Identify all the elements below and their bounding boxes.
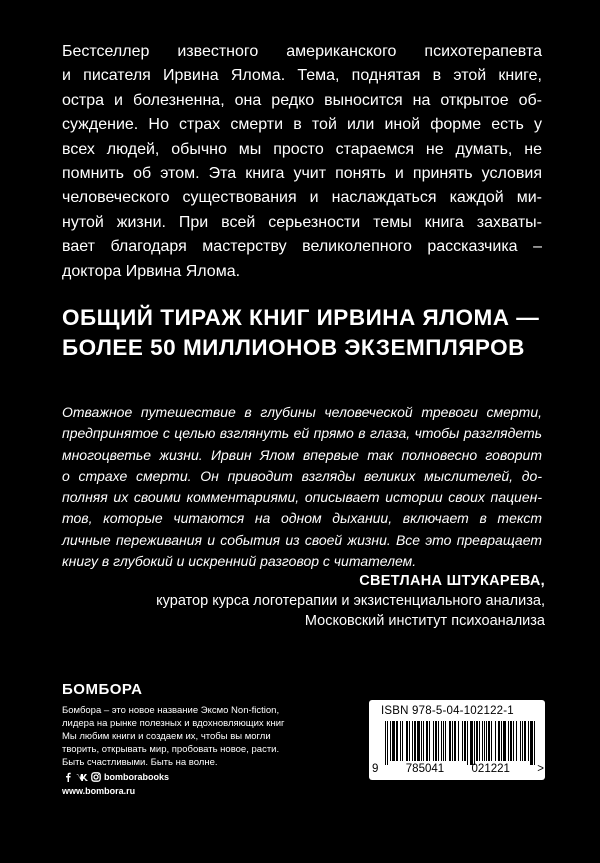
barcode-bar (400, 721, 401, 761)
barcode-bar (435, 721, 437, 761)
description-line: доктора Ирвина Ялома. (62, 262, 241, 280)
description-line: суждение. Но страх смерти в той или иной форме есть у (62, 116, 542, 134)
barcode-bar (488, 721, 490, 761)
barcode-bar (476, 721, 478, 761)
circulation-headline (62, 303, 542, 363)
quote-line: предпринятое с целью взглянуть ей прямо в глаза, чтобы разглядеть (62, 425, 542, 442)
barcode-bar (387, 721, 388, 765)
isbn-barcode (369, 700, 545, 780)
barcode-bar (508, 721, 509, 761)
barcode-bar (498, 721, 500, 761)
barcode-bar (510, 721, 512, 761)
book-description (62, 40, 542, 284)
social-handle[interactable]: bomborabooks (104, 771, 170, 782)
quote-line: Отважное путешествие в глубины человеческой тревоги смерти, (62, 404, 542, 420)
barcode-bar (449, 721, 451, 761)
barcode-bar (417, 721, 420, 761)
about-line: лидера на рынке полезных и вдохновляющих книг (62, 718, 285, 729)
publisher-about (62, 704, 332, 769)
reviewer-organization: Московский институт психоанализа (304, 613, 545, 629)
barcode-bar (503, 721, 506, 761)
barcode-bar (534, 721, 535, 765)
barcode-bar (524, 721, 526, 761)
reviewer-role: куратор курса логотерапии и экзистенциального анализа, (156, 593, 545, 609)
barcode-bar (423, 721, 424, 761)
barcode-bar (528, 721, 529, 761)
publisher-logo: БОМБОРА (62, 681, 143, 698)
barcode-bar (409, 721, 410, 761)
barcode-bar (513, 721, 514, 761)
barcode-bar (484, 721, 485, 761)
description-line: человеческого существования и наслаждаться каждой ми- (62, 189, 542, 207)
about-line: Быть счастливыми. Быть на волне. (62, 757, 218, 768)
barcode-bar (392, 721, 395, 761)
barcode-bar (486, 721, 487, 761)
barcode-bars (385, 721, 535, 765)
headline-line-2: БОЛЕЕ 50 МИЛЛИОНОВ ЭКЗЕМПЛЯРОВ (62, 335, 525, 360)
barcode-bar (445, 721, 446, 761)
barcode-bar (467, 721, 468, 765)
barcode-bar (495, 721, 496, 761)
barcode-bar (474, 721, 475, 765)
barcode-bar (462, 721, 463, 761)
description-line: Бестселлер известного американского психотерапевта (62, 43, 542, 60)
description-line: помнить об этом. Эта книга учит понять и принять условия (62, 165, 542, 183)
description-line: остра и болезненна, она редко выносится на открытое об- (62, 91, 542, 109)
review-quote (62, 402, 542, 572)
about-line: творить, открывать мир, пробовать новое, расти. (62, 744, 280, 755)
description-line: и писателя Ирвина Ялома. Тема, поднятая в этой книге, (62, 67, 542, 85)
barcode-bar (530, 721, 533, 765)
barcode-bar (385, 721, 386, 765)
barcode-bar (454, 721, 456, 761)
barcode-bar (479, 721, 480, 761)
barcode-bar (501, 721, 502, 761)
description-line: вает благодаря мастерству великолепного рассказчика – (62, 238, 542, 256)
barcode-bar (452, 721, 453, 761)
quote-line: личные переживания и события из своей жизни. Все это превращает (62, 531, 542, 548)
barcode-bar (429, 721, 430, 761)
barcode-bar (426, 721, 428, 761)
publisher-website[interactable]: www.bombora.ru (62, 786, 136, 796)
barcode-bar (470, 721, 473, 765)
barcode-bar (520, 721, 521, 761)
barcode-bar (390, 721, 391, 761)
barcode-bar (414, 721, 416, 761)
barcode-bar (396, 721, 398, 761)
social-links (62, 771, 169, 782)
quote-line: тов, которые читаются на одном дыхании, включает в текст (62, 510, 542, 527)
barcode-bar (458, 721, 459, 761)
barcode-digit-group: > (537, 763, 544, 775)
about-line: Бомбора – это новое название Эксмо Non-fiction, (62, 705, 280, 716)
description-line: всех людей, обычно мы просто стараемся не думать, не (62, 140, 542, 158)
barcode-bar (464, 721, 466, 761)
barcode-bar (491, 721, 492, 761)
barcode-bar (412, 721, 413, 761)
description-line: нутой жизни. При всей серьезности темы книга захваты- (62, 213, 542, 231)
reviewer-name: СВЕТЛАНА ШТУКАРЕВА, (359, 573, 545, 589)
barcode-digit-group: 785041 (405, 763, 445, 775)
barcode-digit-group: 9 (372, 763, 379, 775)
barcode-bar (443, 721, 444, 761)
barcode-bar (402, 721, 403, 761)
barcode-bar (441, 721, 442, 761)
barcode-bar (438, 721, 439, 761)
about-line: Мы любим книги и создаем их, чтобы вы могли (62, 731, 271, 742)
barcode-bar (433, 721, 434, 761)
headline-line-1: ОБЩИЙ ТИРАЖ КНИГ ИРВИНА ЯЛОМА — (62, 305, 540, 330)
quote-line: полняя их своими комментариями, описывает истории своих пациен- (62, 489, 542, 506)
barcode-digit-group: 021221 (471, 763, 510, 775)
barcode-digits (372, 763, 544, 775)
barcode-bar (482, 721, 483, 761)
quote-attribution (156, 571, 545, 631)
barcode-bar (421, 721, 422, 761)
facebook-icon[interactable] (62, 771, 74, 782)
isbn-number: ISBN 978-5-04-102122-1 (381, 705, 514, 717)
quote-line: многоцветье жизни. Ирвин Ялом впервые так полновесно говорит (62, 446, 542, 463)
barcode-bar (522, 721, 523, 761)
barcode-bar (516, 721, 517, 761)
instagram-icon[interactable] (90, 771, 102, 782)
quote-line: книгу в глубокий и искренний разговор с читателем. (62, 553, 417, 570)
quote-line: о страхе смерти. Он приводит взгляды великих мыслителей, до- (62, 467, 542, 484)
vk-icon[interactable] (76, 771, 88, 782)
barcode-bar (406, 721, 408, 761)
